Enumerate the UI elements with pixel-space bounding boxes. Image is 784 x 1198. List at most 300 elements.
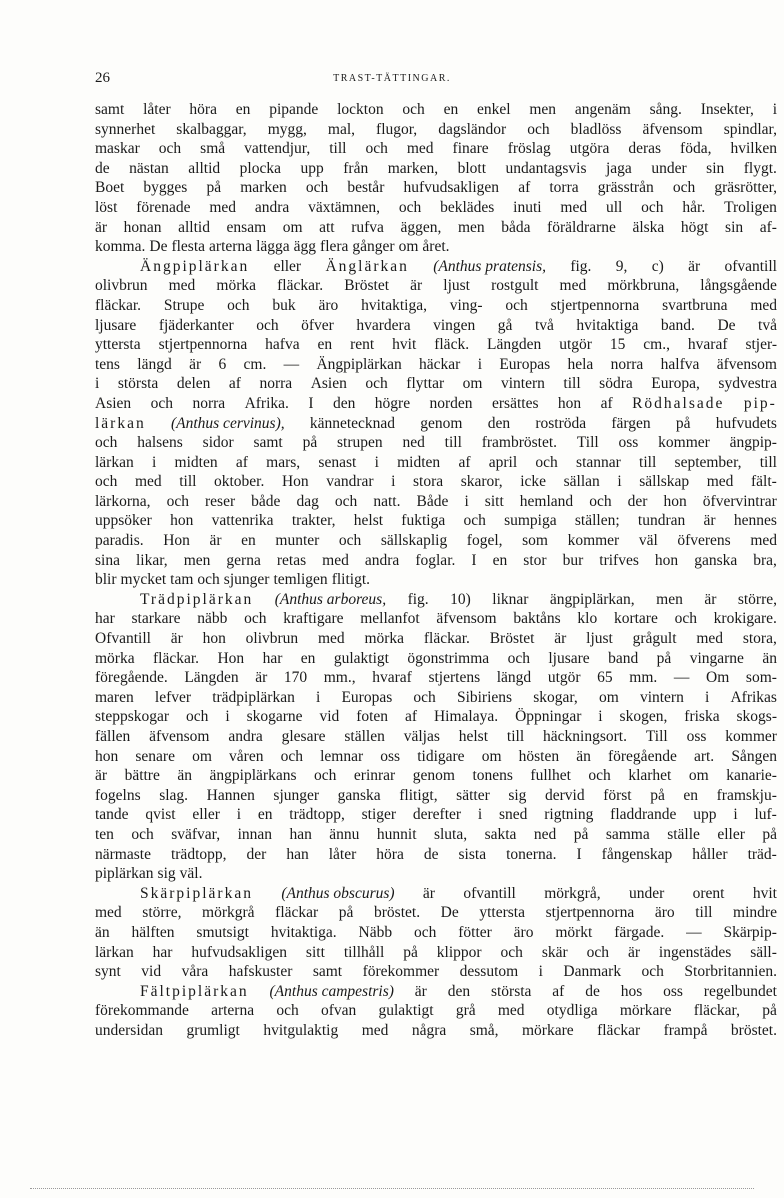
word: foten [356, 708, 389, 726]
word: bygges [143, 179, 188, 197]
word: Sibiriens [456, 688, 513, 706]
word: ställe [667, 825, 700, 843]
text-line [95, 747, 777, 767]
word: till [759, 453, 777, 471]
word: alltid [188, 159, 221, 177]
word: ofvantill [724, 257, 777, 275]
word: hvaraf [372, 669, 412, 687]
text-line [95, 178, 777, 198]
text-line [95, 864, 777, 884]
word: och [338, 532, 362, 550]
word: på [206, 179, 222, 197]
word: Asien [310, 375, 347, 393]
word: grumligt [186, 1021, 240, 1039]
word: natt. [373, 492, 401, 510]
word: senast [318, 453, 357, 471]
word: spindlar, [723, 120, 777, 138]
word: med [706, 473, 734, 491]
word: och [150, 394, 173, 412]
word: ingenstädes [658, 943, 732, 961]
word: kommer [658, 434, 710, 452]
word: sumpiga [504, 512, 557, 530]
word: har [262, 649, 283, 667]
word: hälften [131, 923, 175, 941]
word: Himalaya. [433, 708, 499, 726]
word: upp [300, 159, 324, 177]
word: olivbrun [245, 630, 299, 648]
word: helst [458, 728, 489, 745]
word: Änglärkan [325, 257, 409, 275]
word: mörkare [619, 1002, 672, 1020]
text-line [95, 962, 777, 982]
word: med [95, 904, 122, 922]
text-line [95, 668, 777, 688]
word: små, [469, 1021, 499, 1039]
word: gulaktigt [333, 649, 389, 667]
word: Hon [217, 649, 245, 667]
word: I [471, 551, 477, 569]
word: ljust [586, 630, 613, 648]
word: (Anthus campestris) [269, 982, 394, 1000]
word: stjertpennorna [158, 336, 248, 354]
word: — [673, 669, 690, 687]
word: består [347, 179, 385, 197]
word: samt [253, 434, 283, 452]
word: Insekter, [700, 101, 754, 118]
word: Danmark [563, 963, 622, 981]
word: hvitaktiga [576, 316, 639, 334]
word: flitigt, [399, 786, 438, 804]
word: yttersta [479, 904, 525, 922]
word: grå [455, 1002, 476, 1020]
word: finare [452, 140, 489, 158]
word: sin [725, 218, 744, 236]
word: på [656, 649, 672, 667]
text-line [95, 472, 777, 492]
text-line [95, 492, 777, 512]
word: är [170, 630, 183, 648]
word: stiger [361, 806, 397, 824]
word: och [365, 375, 388, 393]
word: Hannen [206, 786, 255, 804]
word: är [209, 532, 222, 550]
text-line [95, 923, 777, 943]
word: träd- [747, 845, 777, 863]
word: till [179, 473, 197, 491]
text-line [95, 237, 777, 257]
word: hafskuster [228, 963, 293, 981]
word: hon [654, 551, 679, 569]
word: med [750, 532, 777, 550]
word: oktober. [214, 473, 265, 491]
word: Ängpiplärkan [140, 257, 250, 275]
word: äfvensom [716, 355, 777, 373]
word: paradis. [95, 532, 144, 550]
word: och [166, 492, 189, 510]
word: om [192, 747, 212, 765]
word: fig. [570, 257, 592, 275]
word: senare [135, 747, 175, 765]
word: gerna [226, 551, 261, 569]
word: än [177, 767, 193, 785]
word: ofvan [320, 1002, 357, 1020]
word: stjertpennorna [550, 296, 640, 314]
word: fläckar [275, 904, 319, 922]
word: och [95, 473, 118, 491]
word: Till [576, 434, 599, 452]
word: luf- [754, 806, 777, 824]
word: om [481, 747, 502, 765]
word: är [627, 943, 640, 961]
word: band. [660, 316, 695, 334]
word: dervid [545, 786, 585, 804]
word: lärkan [95, 453, 134, 471]
word: är [422, 884, 435, 902]
word: på [675, 414, 691, 432]
word: äggen, [400, 218, 442, 236]
word: upp [693, 806, 717, 824]
word: Bröstet [489, 630, 535, 648]
word: till [639, 453, 657, 471]
word: förekommande [95, 1002, 189, 1020]
word: håller [692, 845, 728, 863]
word: och [227, 296, 250, 314]
text-line [95, 374, 777, 394]
word: (Anthus arboreus, [274, 590, 387, 608]
word: stjer- [745, 336, 777, 354]
word: äfvensom [149, 728, 210, 745]
text-line [95, 531, 777, 551]
word: och [674, 610, 697, 628]
word: sitt [484, 492, 504, 510]
word: har [152, 943, 173, 961]
word: ull [605, 198, 623, 216]
word: tonerna. [506, 845, 557, 863]
word: väljas [403, 728, 440, 745]
word: men [183, 551, 211, 569]
text-line [95, 414, 777, 434]
word: arterna [209, 238, 253, 256]
word: smutsigt [196, 923, 249, 941]
text-line [95, 786, 777, 806]
word: buk [272, 296, 296, 314]
word: och [505, 296, 528, 314]
word: stor [523, 551, 547, 569]
word: båda [501, 218, 531, 236]
text-line [95, 884, 777, 904]
word: i [617, 473, 622, 491]
word: med [406, 140, 434, 158]
word: 9, [615, 257, 628, 275]
text-line [95, 707, 777, 727]
word: sätter [456, 786, 490, 804]
word: mörkt [555, 923, 593, 941]
word: ängpip- [729, 434, 777, 452]
word: 170 [283, 669, 308, 687]
word: föräldrarne [547, 218, 616, 236]
word: en [683, 786, 699, 804]
word: tundran [637, 512, 686, 530]
word: bättre [124, 767, 160, 785]
text-line [95, 433, 777, 453]
word: på [650, 786, 665, 804]
word: halfva [660, 355, 700, 373]
word: I [308, 394, 314, 412]
word: derefter [412, 806, 462, 824]
word: mörkare [522, 1021, 574, 1039]
word: Europas [341, 688, 393, 706]
word: och [589, 492, 612, 510]
word: Trädpiplärkan [140, 590, 254, 608]
word: samma [605, 825, 650, 843]
word: andra [254, 198, 290, 216]
word: slag. [159, 786, 189, 804]
word: helst [353, 512, 384, 530]
word: Europas [499, 355, 551, 373]
word: reser [205, 492, 236, 510]
word: och [256, 316, 279, 334]
word: han [286, 845, 309, 863]
word: skär [541, 943, 568, 961]
word: och [402, 101, 425, 118]
word: hår. [682, 198, 706, 216]
word: Troligen [724, 198, 777, 216]
word: pip- [743, 394, 777, 412]
word: Strupe [163, 296, 205, 314]
word: en [443, 101, 459, 118]
word: fläckar. [95, 296, 142, 314]
word: och [305, 179, 329, 197]
word: art. [693, 747, 715, 765]
text-line [95, 1001, 777, 1021]
word: ofvantill [463, 884, 516, 902]
word: flera [320, 238, 349, 256]
word: fuktiga [401, 512, 446, 530]
word: än [95, 923, 110, 941]
word: trakter, [291, 512, 336, 530]
word: och [535, 453, 558, 471]
word: södra [599, 375, 633, 393]
word: framskju- [716, 786, 777, 804]
word: skaror, [460, 473, 503, 491]
word: synt [95, 963, 121, 981]
word: långsgående [700, 277, 777, 295]
word: skogarne [246, 708, 303, 726]
word: om [282, 218, 303, 236]
word: Skärpiplärkan [140, 884, 253, 902]
word: flesta [171, 238, 206, 256]
word: fällen [95, 728, 131, 745]
text-line [95, 120, 777, 140]
word: med [209, 198, 236, 216]
word: der [627, 492, 648, 510]
word: på [762, 825, 777, 843]
word: flitigt. [331, 571, 371, 589]
word: trifves [599, 551, 639, 569]
word: hemland [519, 492, 574, 510]
word: häckar [419, 355, 461, 373]
word: än [576, 747, 591, 765]
word: foglar. [415, 551, 456, 569]
word: dag [296, 492, 319, 510]
word: olivbrun [95, 277, 148, 295]
word: säll- [750, 943, 777, 961]
word: en [492, 551, 508, 569]
word: kännetecknad [309, 414, 396, 432]
text-line [95, 590, 777, 610]
word: nästan [129, 159, 169, 177]
word: och [276, 1002, 299, 1020]
word: dessutom [459, 963, 519, 981]
word: af [552, 982, 565, 1000]
word: öfvervintrar [702, 492, 777, 510]
word: 6 [218, 355, 227, 373]
word: och [131, 825, 154, 843]
word: vattenrika [211, 512, 274, 530]
word: ljusare [95, 316, 137, 334]
word: krokigare. [713, 610, 777, 628]
word: strupen [337, 434, 383, 452]
word: fläckar. [423, 630, 470, 648]
word: stora, [742, 630, 777, 648]
word: fogelns [95, 786, 141, 804]
word: uppsöker [95, 512, 152, 530]
word: gå [497, 316, 513, 334]
word: gulaktigt [378, 1002, 434, 1020]
word: gräsrötter, [714, 179, 777, 197]
word: med [168, 277, 196, 295]
word: grässtrån [597, 179, 654, 197]
word: är [410, 277, 423, 295]
text-line [95, 982, 777, 1002]
word: piplärkan [95, 865, 154, 883]
running-title: TRAST-TÄTTINGAR. [333, 73, 451, 84]
word: af [600, 394, 613, 412]
word: ägg [293, 238, 317, 256]
text-line [95, 766, 777, 786]
word: otydliga [546, 1002, 598, 1020]
word: älska [632, 218, 665, 236]
word: stjertpennorna [545, 904, 635, 922]
word: eller [717, 825, 745, 843]
word: i [374, 453, 379, 471]
word: i [477, 355, 482, 373]
word: först [603, 786, 632, 804]
word: föda, [680, 140, 712, 158]
word: med [560, 198, 588, 216]
word: cm. [243, 355, 267, 373]
word: mm. [629, 669, 658, 687]
word: och [398, 198, 422, 216]
word: Asien [95, 394, 132, 412]
word: ving- [449, 296, 483, 314]
word: tillhåll [343, 943, 385, 961]
text-line [95, 551, 777, 571]
text-line [95, 316, 777, 336]
word: mörkgrå [202, 904, 255, 922]
word: i [477, 806, 483, 824]
word: Öppningar [515, 708, 582, 726]
word: närmaste [95, 845, 151, 863]
word: en [235, 101, 251, 118]
word: rostgult [491, 277, 539, 295]
word: hufvudets [715, 414, 777, 432]
word: vingarne [689, 649, 744, 667]
word: är [189, 355, 202, 373]
word: stannar [576, 453, 621, 471]
word: liknar [492, 590, 529, 608]
word: kraftigare [283, 610, 344, 628]
word: tande [95, 806, 129, 824]
word: är [95, 767, 108, 785]
word: band [608, 649, 639, 667]
word: hennes [733, 512, 777, 530]
word: äro [318, 296, 339, 314]
word: små [200, 140, 226, 158]
word: oss [380, 747, 401, 765]
word: till [444, 434, 462, 452]
word: förekommer [362, 963, 440, 981]
word: gånger [352, 238, 395, 256]
text-line [95, 649, 777, 669]
word: starkare [131, 610, 181, 628]
word: ängpiplärkans [209, 767, 297, 785]
text-line [95, 159, 777, 179]
word: tidigare [417, 747, 465, 765]
word: men [529, 101, 557, 118]
word: hvit [392, 336, 417, 354]
word: är [703, 512, 716, 530]
text-line [95, 335, 777, 355]
word: i [151, 453, 157, 471]
word: högre [374, 394, 411, 412]
word: på [338, 904, 354, 922]
word: hunnit [376, 825, 417, 843]
word: trädpiplärkan [212, 688, 295, 706]
word: näbb [197, 610, 228, 628]
word: förenade [136, 198, 191, 216]
word: den [487, 414, 511, 432]
word: vandrar [326, 473, 374, 491]
word: våren [229, 747, 264, 765]
word: norden [429, 394, 473, 412]
word: i [391, 473, 396, 491]
word: deras [628, 140, 662, 158]
word: är [255, 669, 268, 687]
word: bröstet. [374, 904, 421, 922]
word: till [506, 728, 525, 745]
word: med [696, 630, 724, 648]
word: med [322, 551, 349, 569]
word: utgöra [569, 140, 610, 158]
text-line [95, 688, 777, 708]
word: största [490, 982, 532, 1000]
word: ganska [337, 786, 381, 804]
word: sina [95, 551, 120, 569]
word: med [750, 296, 777, 314]
word: (Anthus cervinus), [170, 414, 285, 432]
word: bladlöss [570, 120, 622, 138]
word: kommer [725, 728, 777, 745]
word: hvardera [356, 316, 411, 334]
word: mörka [216, 277, 257, 295]
word: marken, [387, 159, 439, 177]
word: temligen [273, 571, 328, 589]
word: låter [328, 845, 357, 863]
word: eller [192, 806, 220, 824]
word: äfvensom [642, 120, 703, 138]
word: föregående. [95, 669, 168, 687]
